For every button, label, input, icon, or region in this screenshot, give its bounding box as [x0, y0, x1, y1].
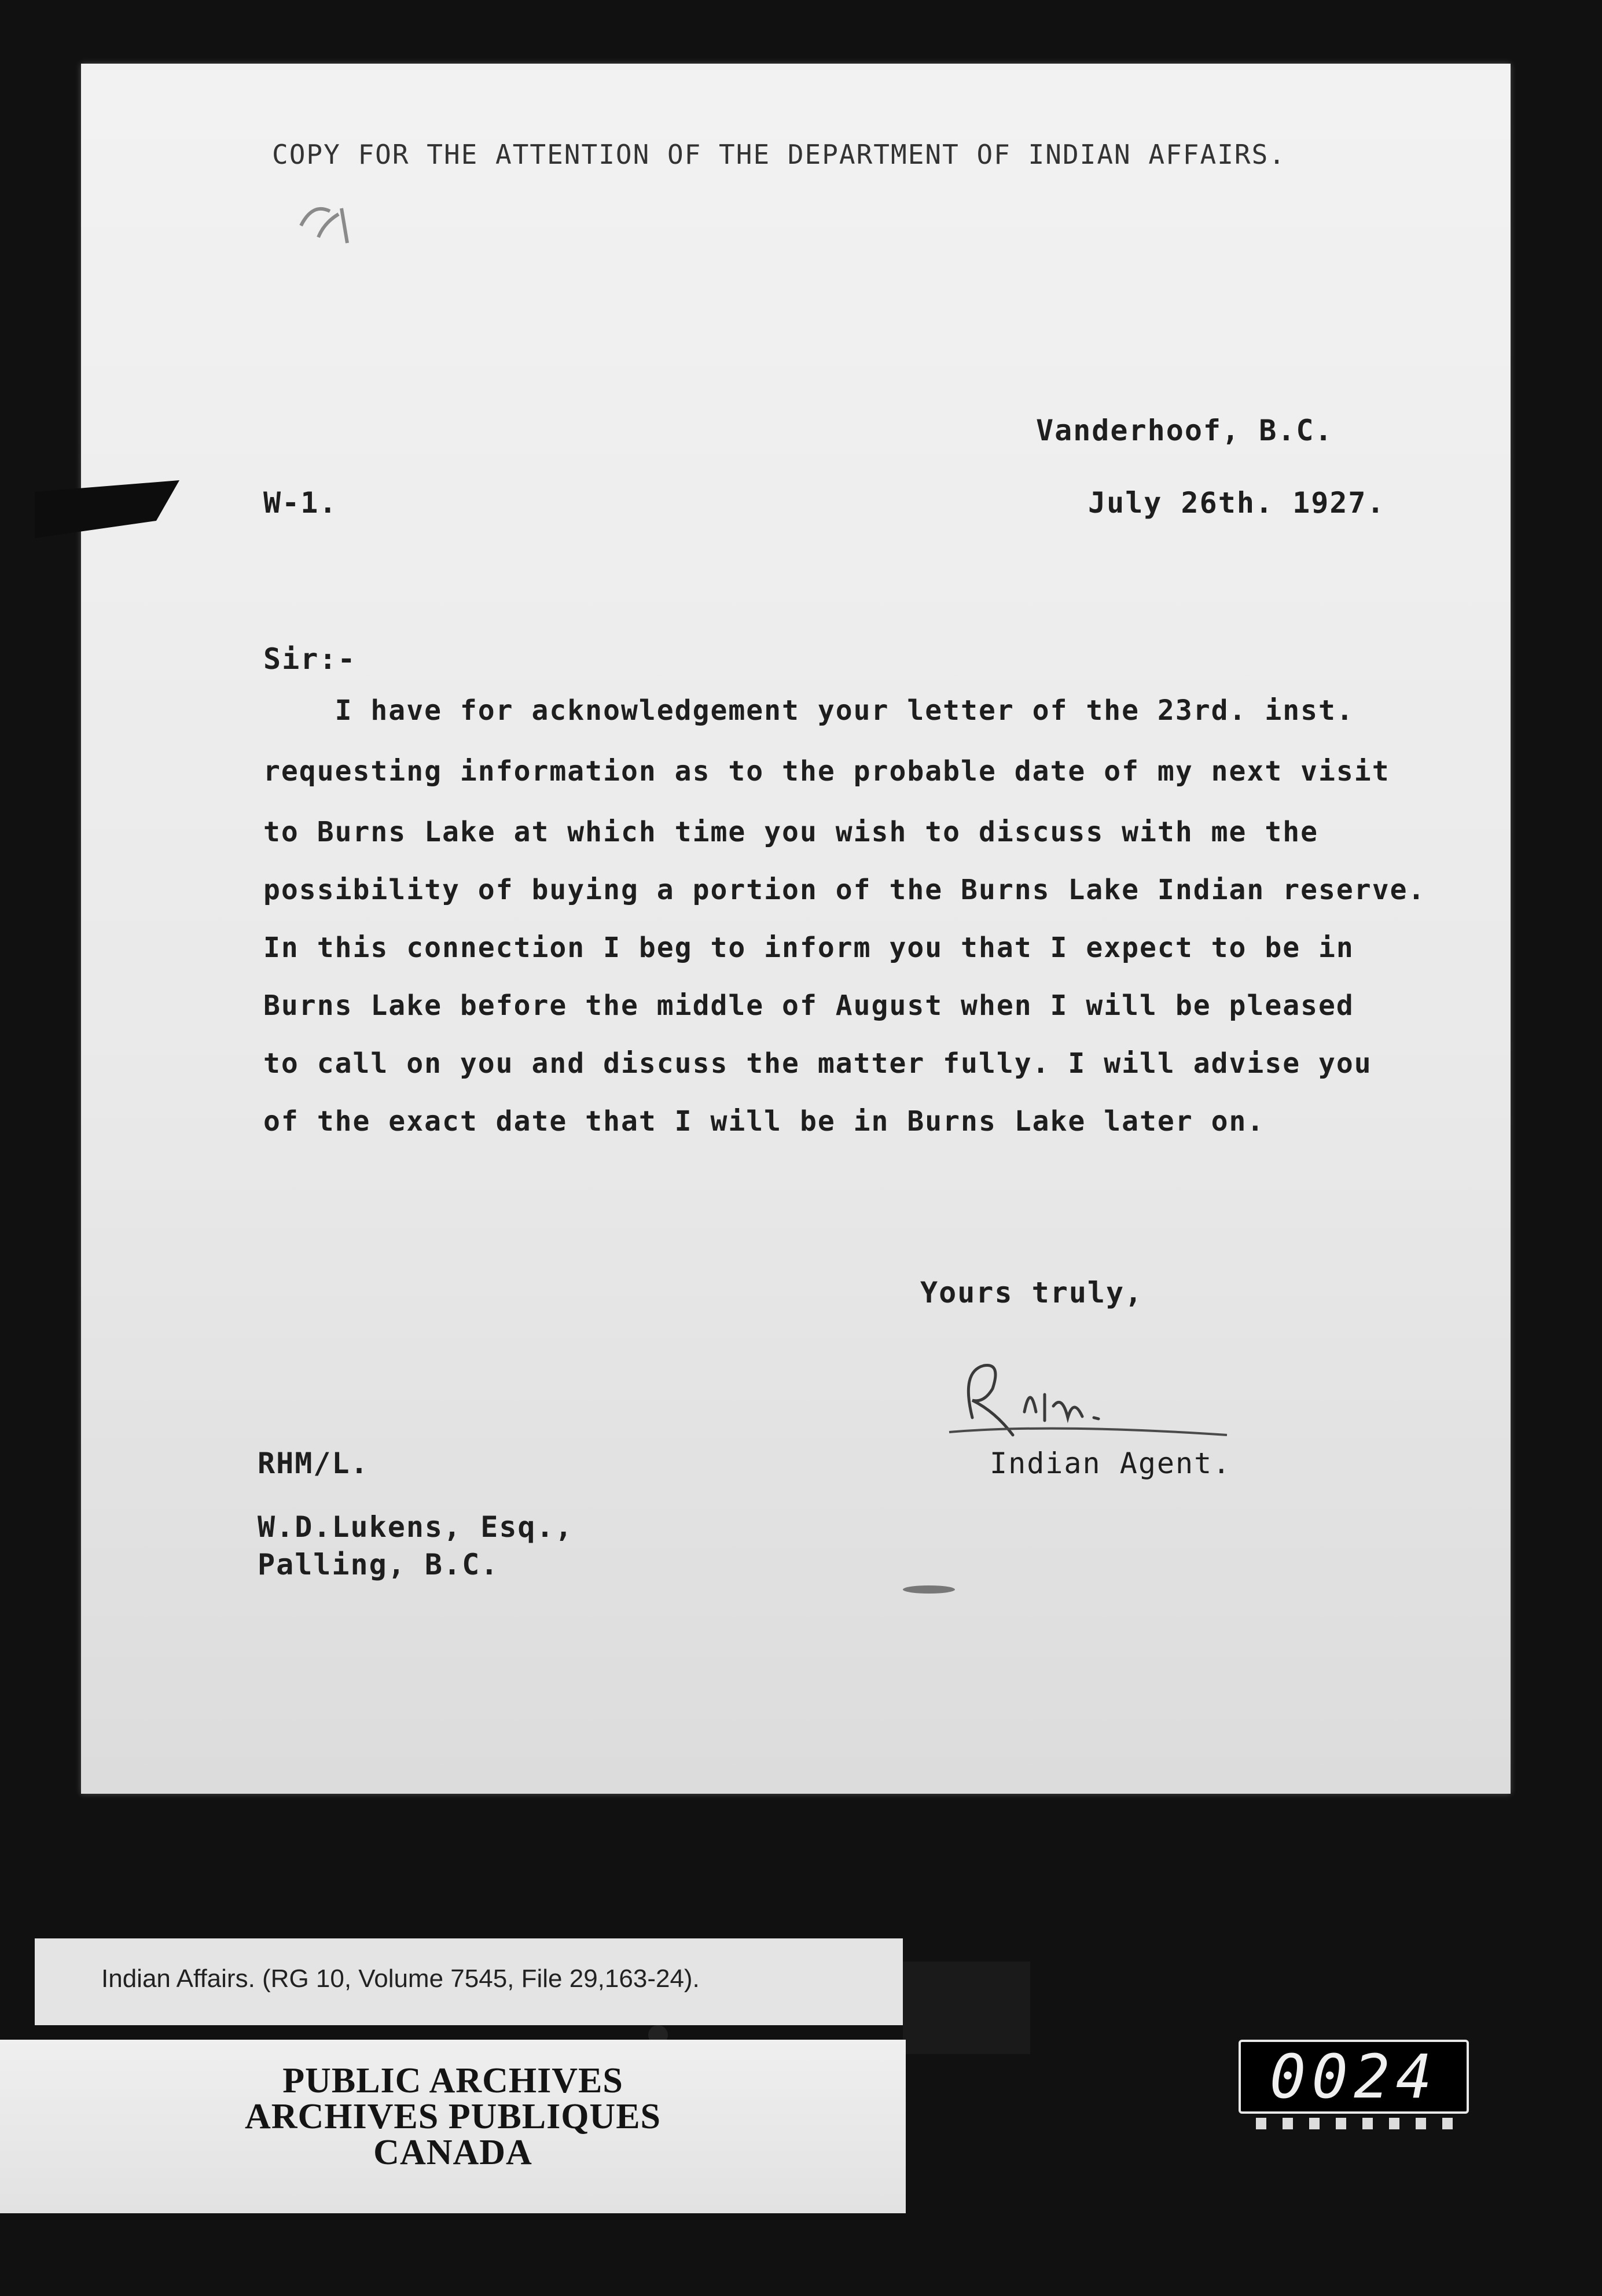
- signer-title: Indian Agent.: [990, 1447, 1232, 1480]
- letter-date: July 26th. 1927.: [1088, 486, 1386, 520]
- frame-number: 0024: [1239, 2040, 1469, 2114]
- archives-stamp-card: [0, 2040, 906, 2213]
- addressee-name: W.D.Lukens, Esq.,: [258, 1510, 574, 1544]
- addressee-place: Palling, B.C.: [258, 1548, 499, 1581]
- stamp-line: CANADA: [373, 2133, 532, 2172]
- frame-counter-ticks: [1256, 2118, 1453, 2129]
- label-card-shadow: [903, 1962, 1030, 2054]
- letter-reference: W-1.: [263, 486, 338, 520]
- stamp-line: PUBLIC ARCHIVES: [282, 2061, 623, 2100]
- body-line: of the exact date that I will be in Burns Lake later on.: [263, 1105, 1265, 1138]
- film-scratch: [903, 1585, 955, 1594]
- body-line: to call on you and discuss the matter fully. I will advise you: [263, 1047, 1372, 1080]
- letter-header: COPY FOR THE ATTENTION OF THE DEPARTMENT OF INDIAN AFFAIRS.: [272, 139, 1286, 170]
- salutation: Sir:-: [263, 642, 357, 676]
- body-line: possibility of buying a portion of the Burns Lake Indian reserve.: [263, 874, 1426, 906]
- body-line: I have for acknowledgement your letter of the 23rd. inst.: [263, 694, 1354, 727]
- closing: Yours truly,: [920, 1276, 1144, 1309]
- letter-location: Vanderhoof, B.C.: [1036, 414, 1333, 447]
- typist-initials: RHM/L.: [258, 1447, 369, 1480]
- body-line: requesting information as to the probable date of my next visit: [263, 755, 1390, 788]
- body-line: In this connection I beg to inform you that I expect to be in: [263, 932, 1354, 964]
- body-line: Burns Lake before the middle of August when I will be pleased: [263, 989, 1354, 1022]
- body-line: to Burns Lake at which time you wish to discuss with me the: [263, 816, 1319, 848]
- stamp-line: ARCHIVES PUBLIQUES: [244, 2097, 662, 2136]
- archive-citation: Indian Affairs. (RG 10, Volume 7545, File 29,163-24).: [101, 1964, 700, 1993]
- handwritten-signature: [938, 1348, 1239, 1447]
